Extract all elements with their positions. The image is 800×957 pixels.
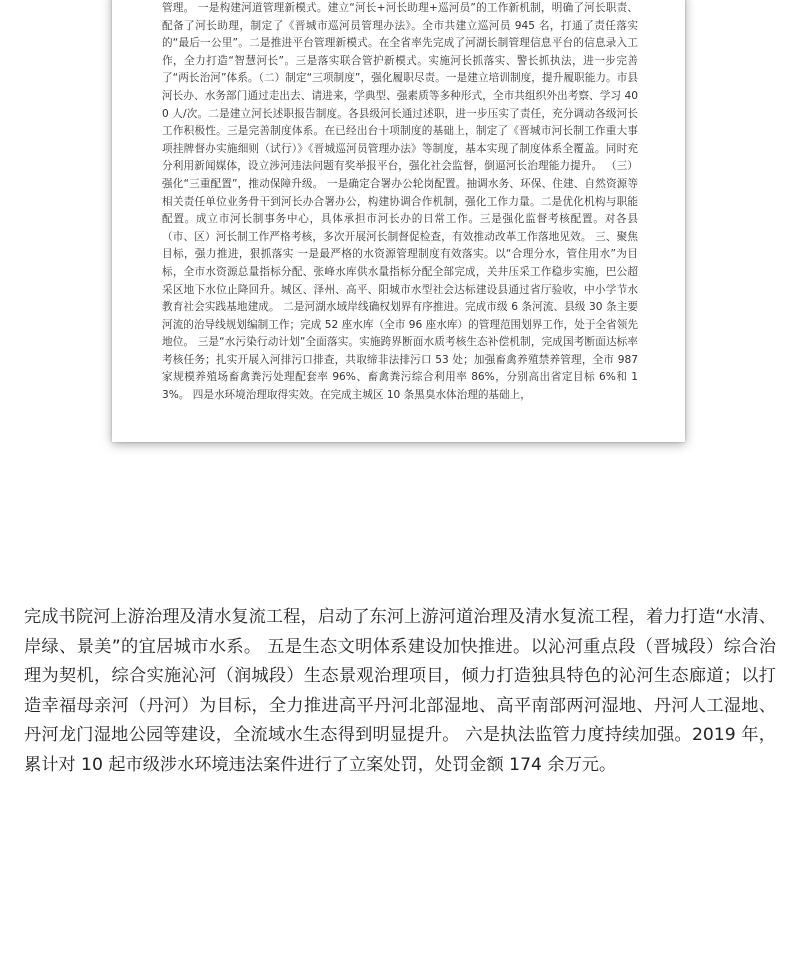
document-page-text: 管理。 一是构建河道管理新模式。建立“河长+河长助理+巡河员”的工作新机制，明确了河长职责、配备了河长助理，制定了《晋城市巡河员管理办法》。全市共建立巡河员 945 名，打通了责任落实的“最后一公里”。二是推进平台管理新模式。在全省率先完成了河湖长制管理信息平台的信息录入工作，全力打造“智慧河长”。三是落实联合管护新模式。实施河长抓落实、警长抓执法，进一步完善了“两长治河”体系。（二）制定“三项制度”，强化履职尽责。一是建立培训制度，提升履职能力。市县河长办、水务部门通过走出去、请进来，学典型、强素质等多种形式，全市共组织外出考察、学习 400 人/次。二是建立河长述职报告制度。各县级河长通过述职，进一步压实了责任，充分调动各级河长工作积极性。三是完善制度体系。在已经出台十项制度的基础上，制定了《晋城市河长制工作重大事项挂牌督办实施细则（试行）》《晋城巡河员管理办法》等制度，基本实现了制度体系全覆盖。同时充分利用新闻媒体，设立涉河违法问题有奖举报平台，强化社会监督，倒逼河长治理能力提升。 （三）强化“三重配置”，推动保障升级。 一是确定合署办公轮岗配置。抽调水务、环保、住建、自然资源等相关责任单位业务骨干到河长办合署办公，构建协调合作机制，强化工作力量。二是优化机构与职能配置。成立市河长制事务中心，具体承担市河长办的日常工作。三是强化监督考核配置。对各县（市、区）河长制工作严格考核，多次开展河长制督促检查，有效推动改革工作落地见效。 三、聚焦目标，强力推进，狠抓落实 一是最严格的水资源管理制度有效落实。以“合理分水，管住用水”为目标，全市水资源总量指标分配、张峰水库供水量指标分配全部完成，关井压采工作稳步实施，巴公超采区地下水位止降回升。城区、泽州、高平、阳城市水型社会达标建设县通过省厅验收，中小学节水教育社会实践基地建成。 二是河湖水域岸线确权划界有序推进。完成市级 6 条河流、县级 30 条主要河流的治导线规划编制工作；完成 52 座水库（全市 96 座水库）的管理范围划界工作，处于全省领先地位。 三是“水污染行动计划”全面落实。实施跨界断面水质考核生态补偿机制，完成国考断面达标率考核任务；扎实开展入河排污口排查，共取缔非法排污口 53 处；加强畜禽养殖禁养管理，全市 987 家规模养殖场畜禽粪污处理配套率 96%、畜禽粪污综合利用率 86%，分别高出省定目标 6%和 13%。 四是水环境治理取得实效。在完成主城区 10 条黑臭水体治理的基础上， bbox=[162, 2, 638, 402]
body-paragraph: 完成书院河上游治理及清水复流工程，启动了东河上游河道治理及清水复流工程，着力打造“水清、岸绿、景美”的宜居城市水系。 五是生态文明体系建设加快推进。以沁河重点段（晋城段）综合治理为契机，综合实施沁河（润城段）生态景观治理项目，倾力打造独具特色的沁河生态廊道；以打造幸福母亲河（丹河）为目标，全力推进高平丹河北部湿地、高平南部两河湿地、丹河人工湿地、丹河龙门湿地公园等建设，全流域水生态得到明显提升。 六是执法监管力度持续加强。2019 年，累计对 10 起市级涉水环境违法案件进行了立案处罚，处罚金额 174 余万元。 bbox=[24, 607, 776, 775]
document-page-preview bbox=[112, 0, 685, 442]
